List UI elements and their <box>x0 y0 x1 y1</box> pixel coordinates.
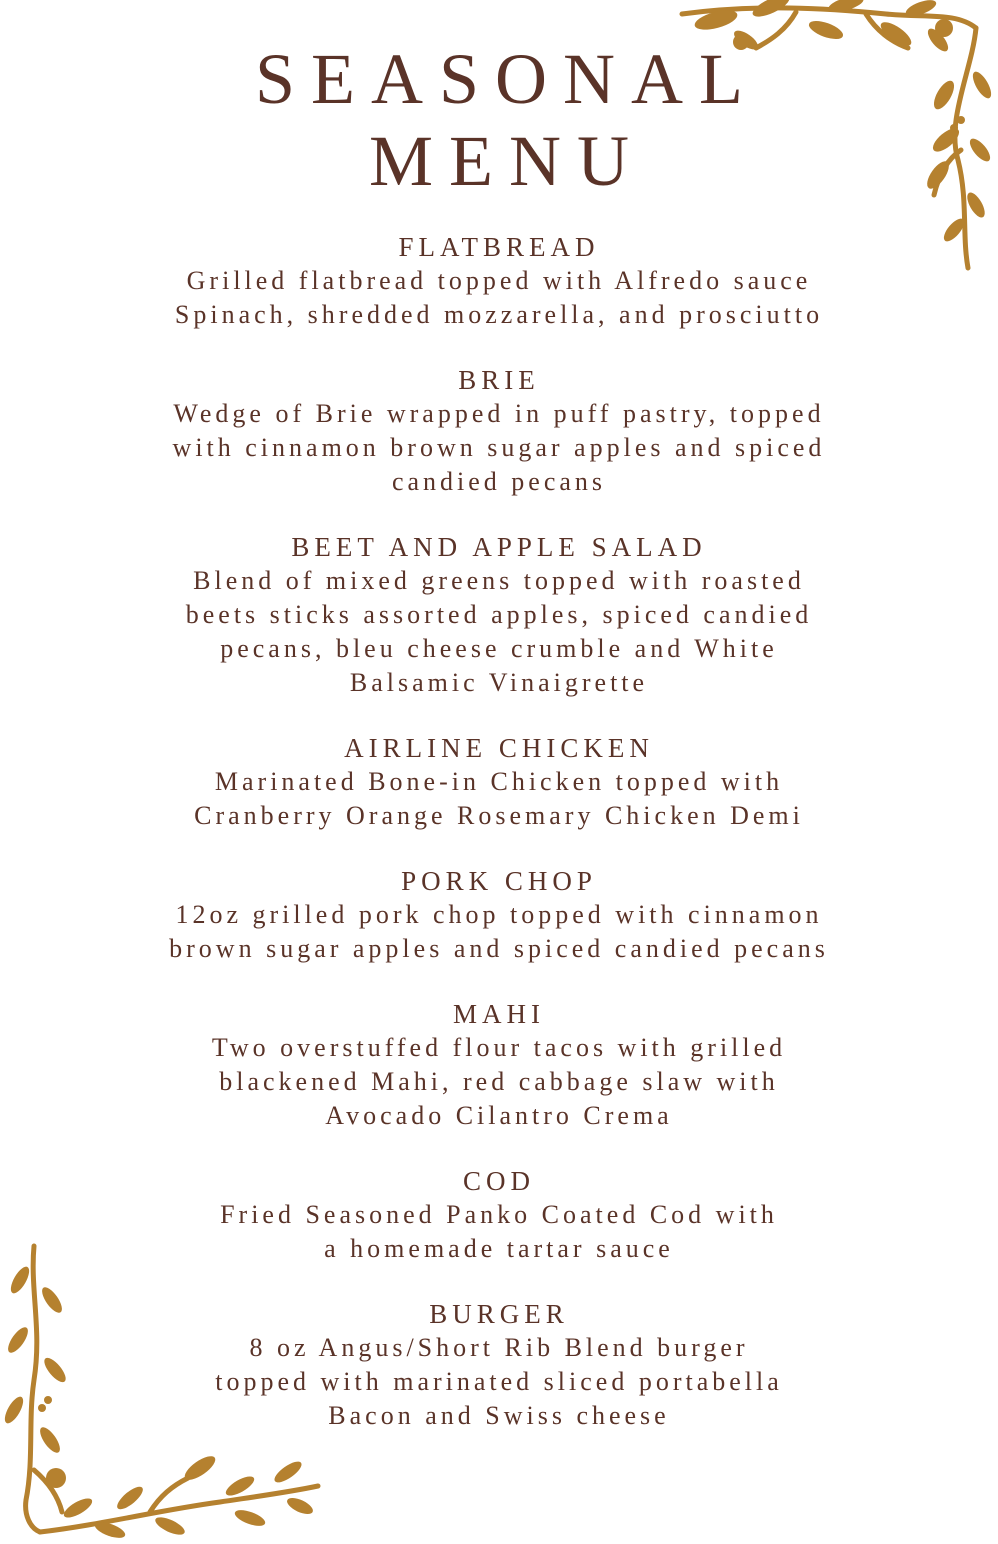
menu-item-burger <box>0 1297 998 1433</box>
description-line: 12oz grilled pork chop topped with cinnamon <box>175 900 823 929</box>
description-line: Bacon and Swiss cheese <box>328 1401 670 1430</box>
menu-item-description <box>0 898 998 966</box>
description-line: Fried Seasoned Panko Coated Cod with <box>220 1200 778 1229</box>
menu-item-name: COD <box>462 1166 535 1196</box>
menu-item-description <box>0 1031 998 1133</box>
description-line: Spinach, shredded mozzarella, and prosciutto <box>174 300 824 329</box>
menu-item-description <box>0 1331 998 1433</box>
description-line: Wedge of Brie wrapped in puff pastry, topped <box>173 399 825 428</box>
description-line: pecans, bleu cheese crumble and White <box>220 634 778 663</box>
description-line: Grilled flatbread topped with Alfredo sauce <box>186 266 812 295</box>
description-line: Blend of mixed greens topped with roasted <box>193 566 805 595</box>
menu-item-description <box>0 765 998 833</box>
description-line: brown sugar apples and spiced candied pecans <box>169 934 829 963</box>
description-line: Avocado Cilantro Crema <box>325 1101 673 1130</box>
description-line: beets sticks assorted apples, spiced candied <box>185 600 813 629</box>
description-line: Cranberry Orange Rosemary Chicken Demi <box>194 801 804 830</box>
menu-item-name: BRIE <box>458 365 540 395</box>
menu-item-name: FLATBREAD <box>398 232 600 262</box>
menu-title <box>0 38 998 202</box>
description-line: 8 oz Angus/Short Rib Blend burger <box>249 1333 749 1362</box>
menu-item-pork-chop <box>0 864 998 966</box>
menu-item-name: BEET AND APPLE SALAD <box>291 532 707 562</box>
description-line: candied pecans <box>391 467 607 496</box>
menu-item-name: PORK CHOP <box>401 866 597 896</box>
description-line: a homemade tartar sauce <box>324 1234 674 1263</box>
menu-item-brie <box>0 363 998 499</box>
menu-item-beet-and-apple-salad <box>0 530 998 700</box>
description-line: Marinated Bone-in Chicken topped with <box>214 767 784 796</box>
description-line: with cinnamon brown sugar apples and spiced <box>172 433 826 462</box>
menu-item-name: AIRLINE CHICKEN <box>344 733 654 763</box>
menu-item-description <box>0 564 998 700</box>
menu-item-airline-chicken <box>0 731 998 833</box>
menu-item-description <box>0 264 998 332</box>
menu-item-cod <box>0 1164 998 1266</box>
menu-list <box>0 230 998 1464</box>
description-line: blackened Mahi, red cabbage slaw with <box>219 1067 779 1096</box>
description-line: topped with marinated sliced portabella <box>215 1367 783 1396</box>
menu-title-line-1: SEASONAL <box>254 39 760 119</box>
menu-item-name: MAHI <box>453 999 545 1029</box>
description-line: Balsamic Vinaigrette <box>349 668 649 697</box>
menu-title-line-2: MENU <box>369 121 645 201</box>
menu-item-description <box>0 397 998 499</box>
menu-item-name: BURGER <box>429 1299 569 1329</box>
menu-item-description <box>0 1198 998 1266</box>
description-line: Two overstuffed flour tacos with grilled <box>211 1033 787 1062</box>
menu-item-flatbread <box>0 230 998 332</box>
menu-item-mahi <box>0 997 998 1133</box>
